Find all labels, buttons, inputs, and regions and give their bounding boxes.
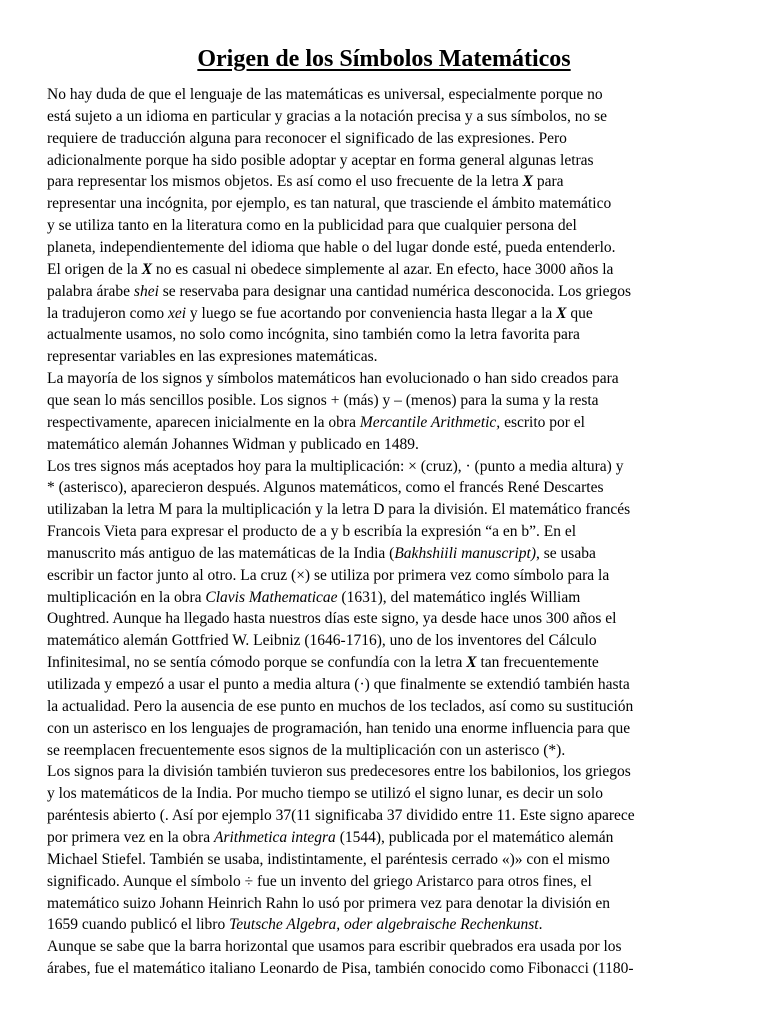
text-line (47, 565, 609, 587)
text-run: escribir un factor junto al otro. La cruz (×) se utiliza por primera vez como símbolo para la (47, 566, 610, 584)
text-run: y se utiliza tanto en la literatura como en la publicidad para que cualquier persona del (47, 217, 577, 235)
text-line (47, 303, 593, 325)
text-run: se reservaba para designar una cantidad numérica desconocida. Los griegos (158, 282, 632, 300)
text-run: para (532, 173, 564, 191)
text-line (47, 259, 613, 281)
text-run: palabra árabe (47, 282, 134, 300)
text-run: requiere de traducción alguna para reconocer el significado de las expresiones. Pero (47, 129, 567, 147)
text-line (47, 499, 630, 521)
variable-x: X (556, 304, 567, 322)
text-run: La mayoría de los signos y símbolos matemáticos han evolucionado o han sido creados para (47, 370, 619, 388)
italic-text: Bakhshiili manuscript) (394, 544, 536, 562)
text-line (47, 106, 607, 128)
text-line (47, 761, 631, 783)
text-run: , se usaba (536, 544, 596, 562)
text-line (47, 215, 577, 237)
text-line (47, 324, 580, 346)
text-line (47, 237, 616, 259)
text-line (47, 412, 585, 434)
text-run: utilizaban la letra M para la multiplicación y la letra D para la división. El matemático francés (47, 501, 631, 519)
text-run: manuscrito más antiguo de las matemáticas de la India ( (47, 544, 395, 562)
italic-text: xei (167, 304, 187, 322)
text-run: * (asterisco), aparecieron después. Algunos matemáticos, como el francés René Descartes (47, 479, 604, 497)
text-run: representar variables en las expresiones matemáticas. (47, 348, 378, 366)
text-run: y luego se fue acortando por conveniencia hasta llegar a la (186, 304, 557, 322)
text-run: Los signos para la división también tuvieron sus predecesores entre los babilonios, los griegos (47, 763, 631, 781)
text-line (47, 652, 599, 674)
text-line (47, 128, 567, 150)
text-run: tan frecuentemente (476, 654, 599, 672)
text-line (47, 805, 635, 827)
variable-x: X (466, 654, 477, 672)
text-run: respectivamente, aparecen inicialmente en la obra (47, 413, 360, 431)
text-line (47, 893, 610, 915)
text-run: . (538, 916, 543, 934)
text-line (47, 281, 631, 303)
text-run: para representar los mismos objetos. Es así como el uso frecuente de la letra (47, 173, 523, 191)
text-line (47, 390, 599, 412)
text-run: utilizada y empezó a usar el punto a media altura (·) que finalmente se extendió también hasta (47, 676, 630, 693)
text-run: No hay duda de que el lenguaje de las matemáticas es universal, especialmente porque no (47, 86, 603, 103)
text-run: está sujeto a un idioma en particular y gracias a la notación precisa y a sus símbolos, no se (47, 107, 607, 125)
text-line (47, 171, 564, 193)
text-run: la actualidad. Pero la ausencia de ese punto en muchos de los teclados, así como su sustitución (47, 697, 634, 715)
variable-x: X (522, 173, 533, 191)
text-run: (1544), publicada por el matemático alemán (335, 828, 614, 846)
text-run: significado. Aunque el símbolo ÷ fue un invento del griego Aristarco para otros fines, el (47, 872, 592, 890)
text-run: adicionalmente porque ha sido posible adoptar y aceptar en forma general algunas letras (47, 151, 594, 169)
text-run: Aunque se sabe que la barra horizontal que usamos para escribir quebrados era usada por los (47, 938, 622, 956)
italic-text: shei (133, 282, 159, 300)
text-run: la tradujeron como (47, 304, 168, 322)
text-run: no es casual ni obedece simplemente al azar. En efecto, hace 3000 años la (152, 260, 614, 278)
text-run: multiplicación en la obra (47, 588, 206, 606)
text-run: escrito por el (500, 413, 585, 431)
text-line (47, 587, 580, 609)
text-line (47, 958, 634, 980)
text-line (47, 914, 542, 936)
italic-text: Clavis Mathematicae (205, 588, 338, 606)
text-line (47, 630, 597, 652)
text-line (47, 608, 617, 630)
text-line (47, 740, 565, 762)
text-line (47, 150, 594, 172)
text-line (47, 434, 419, 456)
text-run: representar una incógnita, por ejemplo, es tan natural, que trasciende el ámbito matemático (47, 195, 612, 213)
text-run: matemático alemán Gottfried W. Leibniz (1646-1716), uno de los inventores del Cálculo (47, 632, 597, 650)
italic-text: Arithmetica integra (213, 828, 336, 846)
text-run: que (566, 304, 593, 322)
text-line (47, 936, 622, 958)
text-run: Infinitesimal, no se sentía cómodo porque se confundía con la letra (47, 654, 467, 672)
text-line (47, 783, 603, 805)
text-line (47, 871, 592, 893)
text-line (47, 718, 630, 740)
text-line (47, 849, 610, 871)
text-line (47, 827, 613, 849)
text-run: árabes, fue el matemático italiano Leonardo de Pisa, también conocido como Fibonacci (1180- (47, 960, 634, 977)
text-line (47, 543, 596, 565)
text-run: Los tres signos más aceptados hoy para la multiplicación: × (cruz), · (punto a media altura) y (47, 457, 624, 475)
text-run: El origen de la (47, 260, 142, 278)
text-run: actualmente usamos, no solo como incógnita, sino también como la letra favorita para (47, 326, 580, 344)
text-run: por primera vez en la obra (47, 828, 214, 846)
text-run: con un asterisco en los lenguajes de programación, han tenido una enorme influencia para que (47, 719, 631, 737)
text-line (47, 368, 619, 390)
text-line (47, 696, 633, 718)
text-line (47, 456, 623, 478)
document-title: Origen de los Símbolos Matemáticos (197, 46, 571, 72)
text-line (47, 193, 611, 215)
text-line (47, 346, 378, 368)
text-run: Francois Vieta para expresar el producto de a y b escribía la expresión “a en b”. En el (47, 523, 577, 540)
text-run: planeta, independientemente del idioma que hable o del lugar donde esté, pueda entenderlo. (47, 239, 616, 256)
variable-x: X (141, 260, 153, 278)
text-run: Oughtred. Aunque ha llegado hasta nuestros días este signo, ya desde hace unos 300 años el (47, 610, 617, 628)
text-line (47, 521, 576, 543)
text-line (47, 477, 604, 499)
text-run: y los matemáticos de la India. Por mucho tiempo se utilizó el signo lunar, es decir un solo (47, 785, 603, 803)
text-run: matemático suizo Johann Heinrich Rahn lo usó por primera vez para denotar la división en (47, 894, 610, 912)
text-line (47, 84, 603, 106)
text-run: matemático alemán Johannes Widman y publicado en 1489. (47, 435, 419, 453)
text-run: paréntesis abierto (. Así por ejemplo 37(11 significaba 37 dividido entre 11. Este signo aparece (47, 807, 635, 825)
italic-text: Mercantile Arithmetic, (359, 413, 501, 431)
italic-text: Teutsche Algebra, oder algebraische Rechenkunst (229, 916, 539, 934)
text-run: se reemplacen frecuentemente esos signos de la multiplicación con un asterisco (*). (47, 741, 566, 759)
text-run: 1659 cuando publicó el libro (47, 916, 230, 934)
text-run: Michael Stiefel. También se usaba, indistintamente, el paréntesis cerrado «)» con el mismo (47, 850, 610, 868)
text-run: (1631), del matemático inglés William (337, 588, 581, 606)
text-run: que sean lo más sencillos posible. Los signos + (más) y – (menos) para la suma y la resta (47, 391, 599, 409)
text-line (47, 674, 630, 696)
